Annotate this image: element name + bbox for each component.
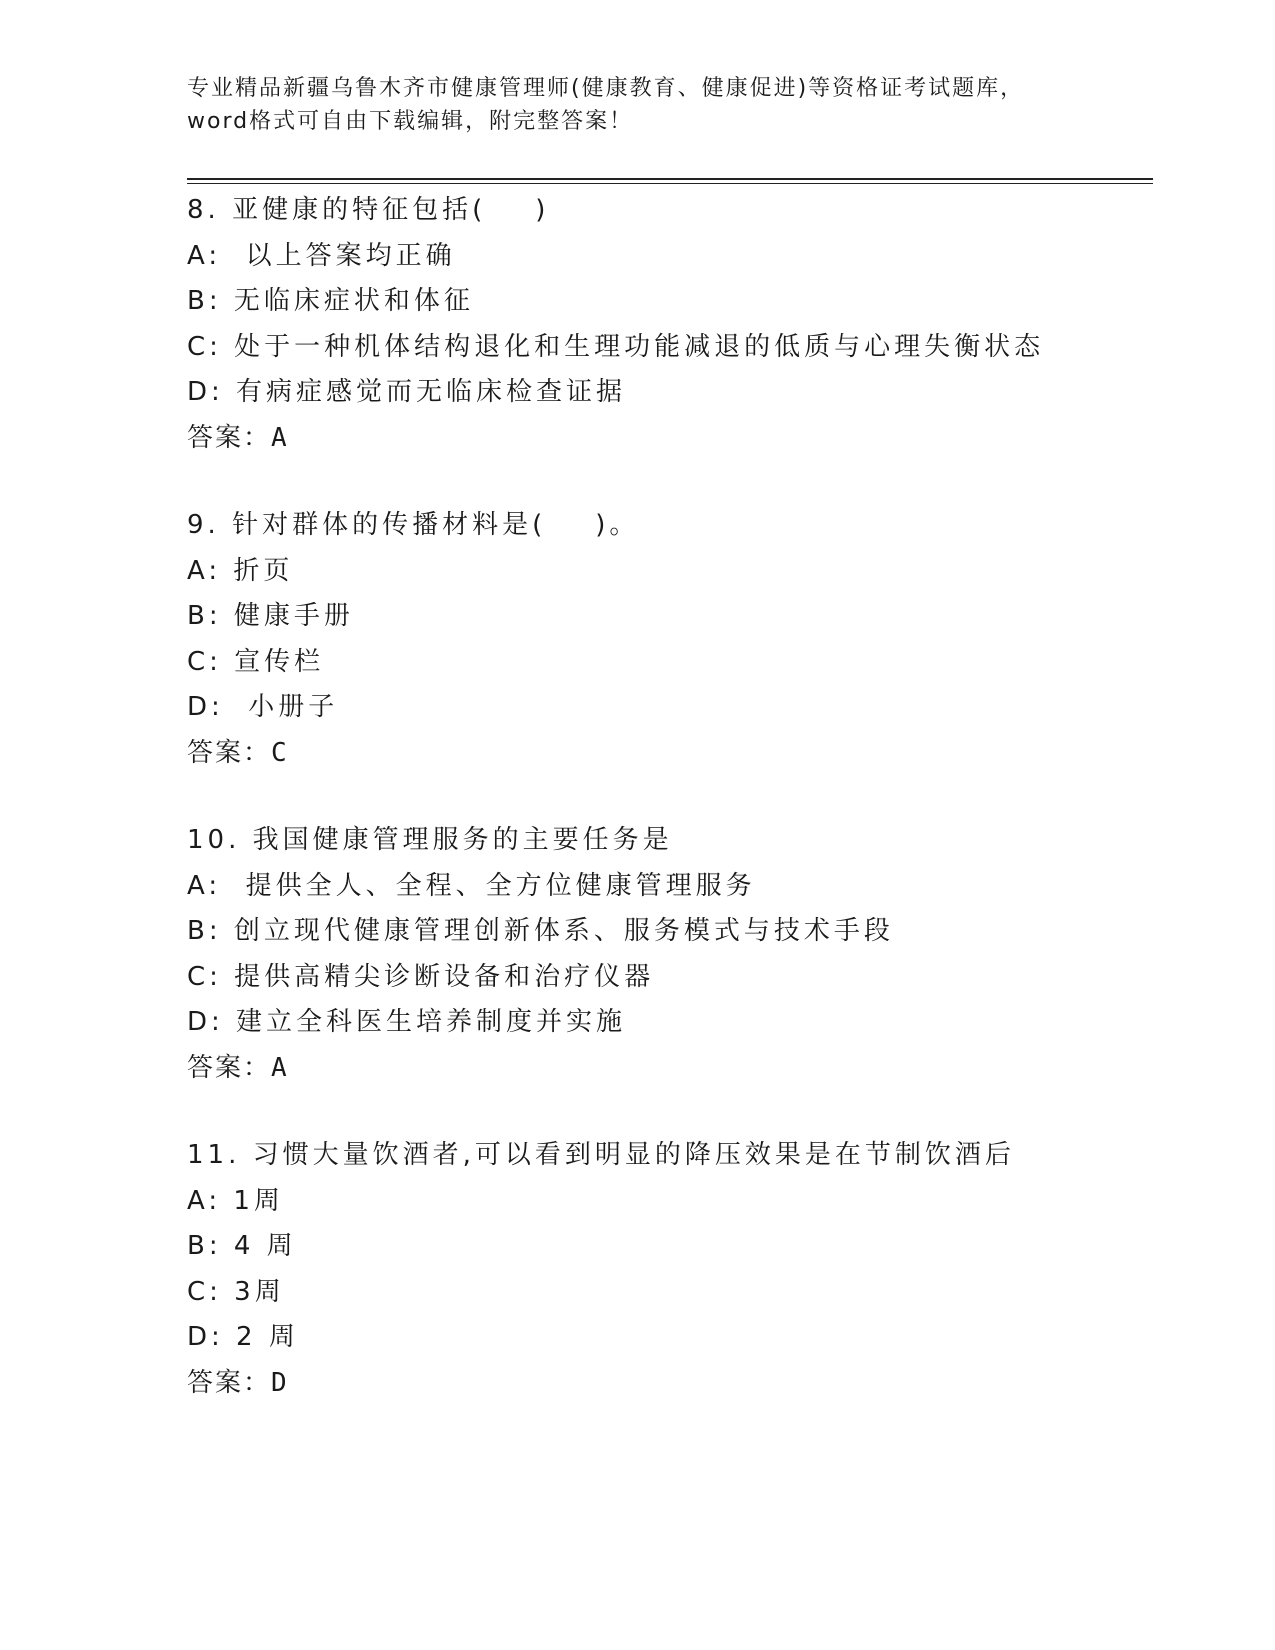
answer-label: 答案： [187, 1367, 272, 1398]
option-c: C: 提供高精尖诊断设备和治疗仪器 [187, 961, 655, 992]
answer-value: A [271, 422, 289, 453]
answer-row [187, 416, 1147, 462]
question-stem: 9. 针对群体的传播材料是( )。 [187, 510, 640, 540]
answer-label: 答案： [187, 737, 272, 768]
option-a: A: 以上答案均正确 [187, 240, 456, 271]
option-c: C: 宣传栏 [187, 646, 325, 677]
option-c: C: 处于一种机体结构退化和生理功能减退的低质与心理失衡状态 [187, 331, 1045, 362]
header-divider-thick [187, 178, 1153, 180]
question-8 [187, 188, 1147, 461]
question-stem: 10. 我国健康管理服务的主要任务是 [187, 825, 673, 855]
question-stem: 8. 亚健康的特征包括( ) [187, 195, 550, 225]
option-b: B: 健康手册 [187, 601, 354, 631]
header-line-1: 专业精品新疆乌鲁木齐市健康管理师(健康教育、健康促进)等资格证考试题库， [187, 76, 1025, 101]
option-c: C: 3周 [187, 1276, 285, 1307]
answer-row [187, 731, 1147, 777]
answer-label: 答案： [187, 1052, 272, 1083]
option-a: A: 1周 [187, 1185, 284, 1216]
answer-label: 答案： [187, 422, 272, 453]
answer-row [187, 1046, 1147, 1092]
question-9 [187, 503, 1147, 776]
option-b: B: 创立现代健康管理创新体系、服务模式与技术手段 [187, 916, 894, 946]
option-d: D: 建立全科医生培养制度并实施 [187, 1007, 627, 1037]
question-stem: 11. 习惯大量饮酒者,可以看到明显的降压效果是在节制饮酒后 [187, 1140, 1015, 1170]
option-b: B: 4 周 [187, 1231, 297, 1261]
header-divider-thin [187, 183, 1153, 184]
option-a: A: 提供全人、全程、全方位健康管理服务 [187, 870, 756, 901]
option-a: A: 折页 [187, 555, 294, 586]
question-10 [187, 818, 1147, 1091]
option-b: B: 无临床症状和体征 [187, 286, 474, 316]
answer-value: A [271, 1052, 289, 1083]
option-d: D: 2 周 [187, 1322, 299, 1352]
answer-value: C [271, 737, 289, 768]
answer-row [187, 1361, 1147, 1407]
option-d: D: 有病症感觉而无临床检查证据 [187, 377, 627, 407]
header-line-2: word格式可自由下载编辑，附完整答案！ [187, 109, 634, 134]
page-header [187, 72, 1087, 138]
question-11 [187, 1133, 1147, 1406]
option-d: D: 小册子 [187, 692, 339, 722]
answer-value: D [271, 1367, 289, 1398]
